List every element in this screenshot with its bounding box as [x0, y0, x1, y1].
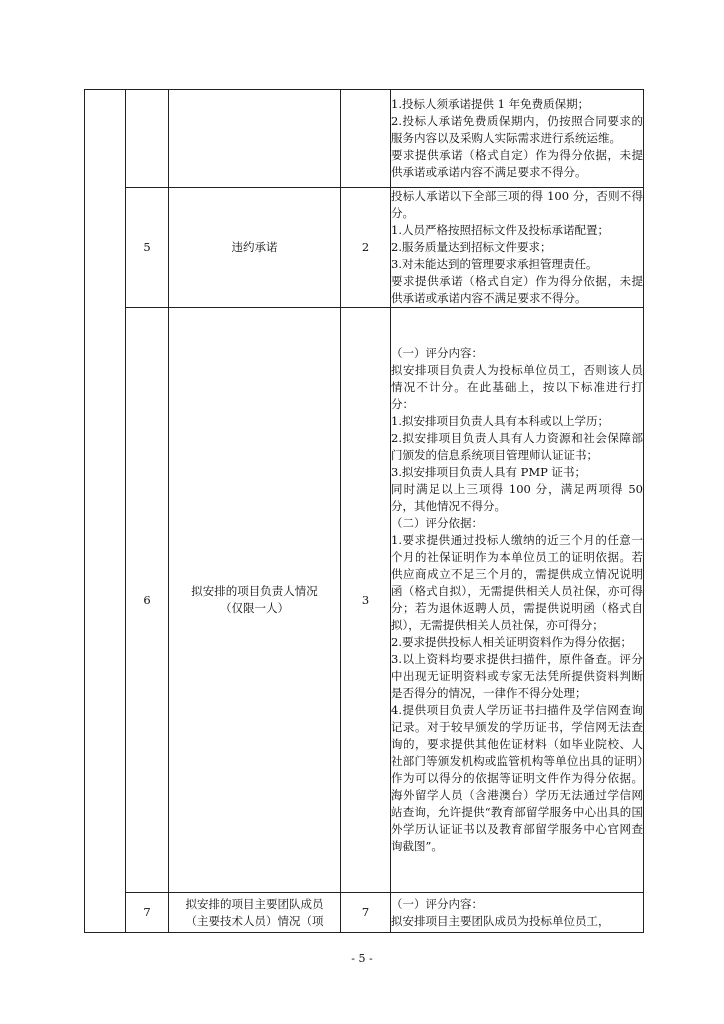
row-item: [169, 90, 341, 188]
table-row: [85, 188, 644, 308]
row-item-line: 拟安排的项目主要团队成员: [185, 896, 324, 911]
criteria-line: 要求提供承诺（格式自定）作为得分依据，未提供承诺或承诺内容不满足要求不得分。: [391, 274, 643, 305]
row-item-line: （仅限一人）: [220, 601, 289, 615]
row-item: 违约承诺: [169, 188, 341, 308]
row-score: 2: [341, 188, 391, 308]
criteria-line: 拟安排项目主要团队成员为投标单位员工，: [391, 913, 610, 928]
criteria-line: 2.要求提供投标人相关证明资料作为得分依据；: [391, 635, 632, 649]
criteria-line: 1.拟安排项目负责人具有本科或以上学历；: [391, 414, 609, 428]
criteria-line: （二）评分依据：: [391, 516, 483, 530]
row-score: 7: [341, 893, 391, 933]
table-row: [85, 90, 644, 188]
criteria-line: 1.人员严格按照招标文件及投标承诺配置；: [391, 223, 609, 237]
criteria-line: 2.投标人承诺免费质保期内，仍按照合同要求的服务内容以及采购人实际需求进行系统运维。: [391, 114, 643, 145]
row-item: [169, 308, 341, 893]
criteria-line: 4.提供项目负责人学历证书扫描件及学信网查询记录。对于较早颁发的学历证书，学信网无法查询的，要求提供其他佐证材料（如毕业院校、人社部门等颁发机构或监管机构等单位出具的证明）作为可以得分的依据等证明文件作为得分依据。海外留学人员（含港澳台）学历无法通过学信网站查询，允许提供“教育部留学服务中心出具的国外学历认证证书以及教育部留学服务中心官网查询截图”。: [391, 703, 643, 853]
criteria-line: 要求提供承诺（格式自定）作为得分依据，未提供承诺或承诺内容不满足要求不得分。: [391, 148, 643, 179]
criteria-line: 同时满足以上三项得 100 分，满足两项得 50 分，其他情况不得分。: [391, 482, 643, 513]
row-number: 6: [126, 308, 169, 893]
criteria-line: （一）评分内容：: [391, 346, 483, 360]
criteria-line: 3.以上资料均要求提供扫描件，原件备查。评分中出现无证明资料或专家无法凭所提供资料判断是否得分的情况，一律作不得分处理；: [391, 652, 643, 700]
table-row: [85, 308, 644, 893]
row-criteria: [391, 308, 644, 893]
row-number: 5: [126, 188, 169, 308]
criteria-line: 1.要求提供通过投标人缴纳的近三个月的任意一个月的社保证明作为本单位员工的证明依据。若供应商成立不足三个月的，需提供成立情况说明函（格式自拟），无需提供相关人员社保，亦可得分；若为退休返聘人员，需提供说明函（格式自拟），无需提供相关人员社保，亦可得分；: [391, 533, 643, 632]
table-row: [85, 893, 644, 933]
row-score: [341, 90, 391, 188]
scoring-table: [84, 89, 644, 933]
row-criteria: [391, 893, 644, 933]
row-item-line: 拟安排的项目负责人情况: [191, 584, 318, 598]
page-number: - 5 -: [351, 952, 373, 965]
criteria-line: 3.对未能达到的管理要求承担管理责任。: [391, 257, 598, 271]
row-criteria: [391, 90, 644, 188]
row-score: 3: [341, 308, 391, 893]
criteria-line: 3.拟安排项目负责人具有 PMP 证书；: [391, 465, 587, 479]
criteria-line: 2.服务质量达到招标文件要求；: [391, 240, 552, 254]
row-number: 7: [126, 893, 169, 933]
criteria-line: （一）评分内容：: [391, 896, 483, 911]
criteria-line: 投标人承诺以下全部三项的得 100 分，否则不得分。: [391, 189, 643, 220]
row-item-line: （主要技术人员）情况（项: [185, 913, 324, 928]
row-criteria: [391, 188, 644, 308]
row-item: [169, 893, 341, 933]
criteria-line: 2.拟安排项目负责人具有人力资源和社会保障部门颁发的信息系统项目管理师认证证书；: [391, 431, 643, 462]
criteria-line: 1.投标人须承诺提供 1 年免费质保期；: [391, 97, 590, 111]
criteria-line: 拟安排项目负责人为投标单位员工，否则该人员情况不计分。在此基础上，按以下标准进行打分：: [391, 363, 643, 411]
row-number: [126, 90, 169, 188]
category-cell: [85, 90, 126, 933]
